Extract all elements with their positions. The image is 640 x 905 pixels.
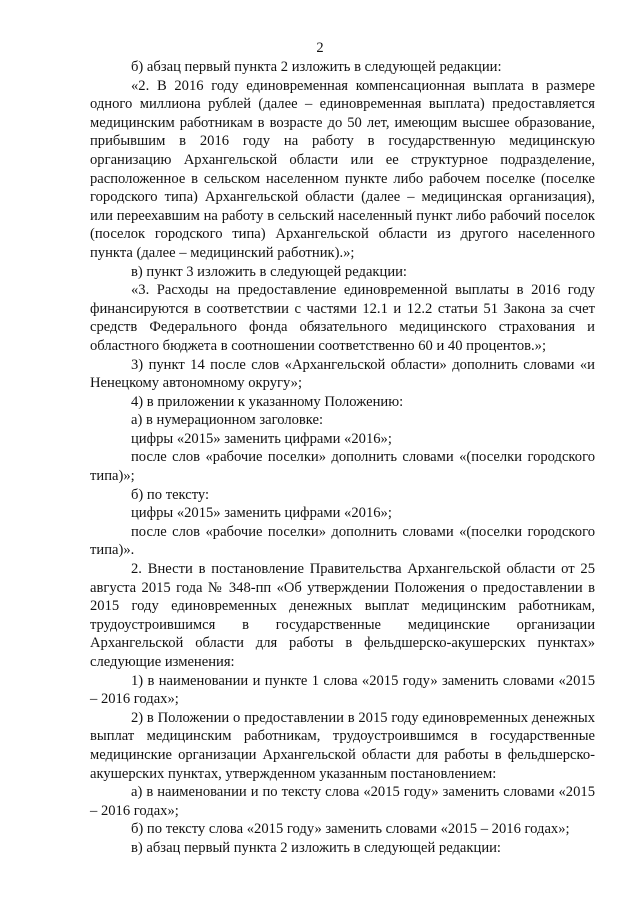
- paragraph: а) в нумерационном заголовке:: [131, 412, 324, 429]
- paragraph: б) абзац первый пункта 2 изложить в следующей редакции:: [131, 59, 502, 75]
- paragraph: в) пункт 3 изложить в следующей редакции:: [131, 263, 407, 280]
- paragraph: 2. Внести в постановление Правительства Архангельской области от 25 августа 2015 года № 348-пп «Об утверждении Положения о предоставлении в 2015 году единовременных денежных выплат медицинским работникам, трудоустроившимся в государственные медицинские организации Архангельской области для работы в фельдшерско-акушерских пунктах» следующие изменения:: [90, 561, 595, 670]
- paragraph: 2) в Положении о предоставлении в 2015 году единовременных денежных выплат медицинским работникам, трудоустроившимся в государственные медицинские организации Архангельской области для работы в фельдшерско-акушерских пунктах, утвержденном указанным постановлением:: [90, 709, 595, 782]
- paragraph: в) абзац первый пункта 2 изложить в следующей редакции:: [131, 839, 501, 856]
- paragraph: цифры «2015» заменить цифрами «2016»;: [131, 430, 392, 447]
- paragraph: б) по тексту слова «2015 году» заменить словами «2015 – 2016 годах»;: [131, 821, 570, 838]
- paragraph: «2. В 2016 году единовременная компенсационная выплата в размере одного миллиона рублей (далее – единовременная выплата) предоставляется медицинским работникам в возрасте до 50 лет, имеющим высшее образование, прибывшим в 2016 году на работу в государственную медицинскую организацию Архангельской области или ее структурное подразделение, расположенное в сельском населенном пункте либо рабочем поселке (поселке городского типа) Архангельской области (далее – медицинская организация), или переехавшим на работу в сельский населенный пункт либо рабочий поселок (поселок городского типа) Архангельской области из другого населенного пункта (далее – медицинский работник).»;: [90, 77, 595, 261]
- paragraph: цифры «2015» заменить цифрами «2016»;: [131, 505, 392, 522]
- paragraph: «3. Расходы на предоставление единовременной выплаты в 2016 году финансируются в соответствии с частями 12.1 и 12.2 статьи 51 Закона за счет средств Федерального фонда обязательного медицинского страхования и областного бюджета в соотношении соответственно 60 и 40 процентов.»;: [90, 282, 595, 354]
- document-body: [90, 58, 595, 858]
- paragraph: 3) пункт 14 после слов «Архангельской области» дополнить словами «и Ненецкому автономному округу»;: [90, 356, 595, 392]
- paragraph: после слов «рабочие поселки» дополнить словами «(поселки городского типа)».: [90, 523, 595, 559]
- paragraph: 4) в приложении к указанному Положению:: [131, 393, 404, 410]
- paragraph: после слов «рабочие поселки» дополнить словами «(поселки городского типа)»;: [90, 449, 595, 485]
- paragraph: а) в наименовании и по тексту слова «2015 году» заменить словами «2015 – 2016 годах»;: [90, 784, 595, 819]
- paragraph: 1) в наименовании и пункте 1 слова «2015 году» заменить словами «2015 – 2016 годах»;: [90, 672, 595, 708]
- page-number: 2: [316, 40, 324, 56]
- paragraph: б) по тексту:: [131, 486, 210, 503]
